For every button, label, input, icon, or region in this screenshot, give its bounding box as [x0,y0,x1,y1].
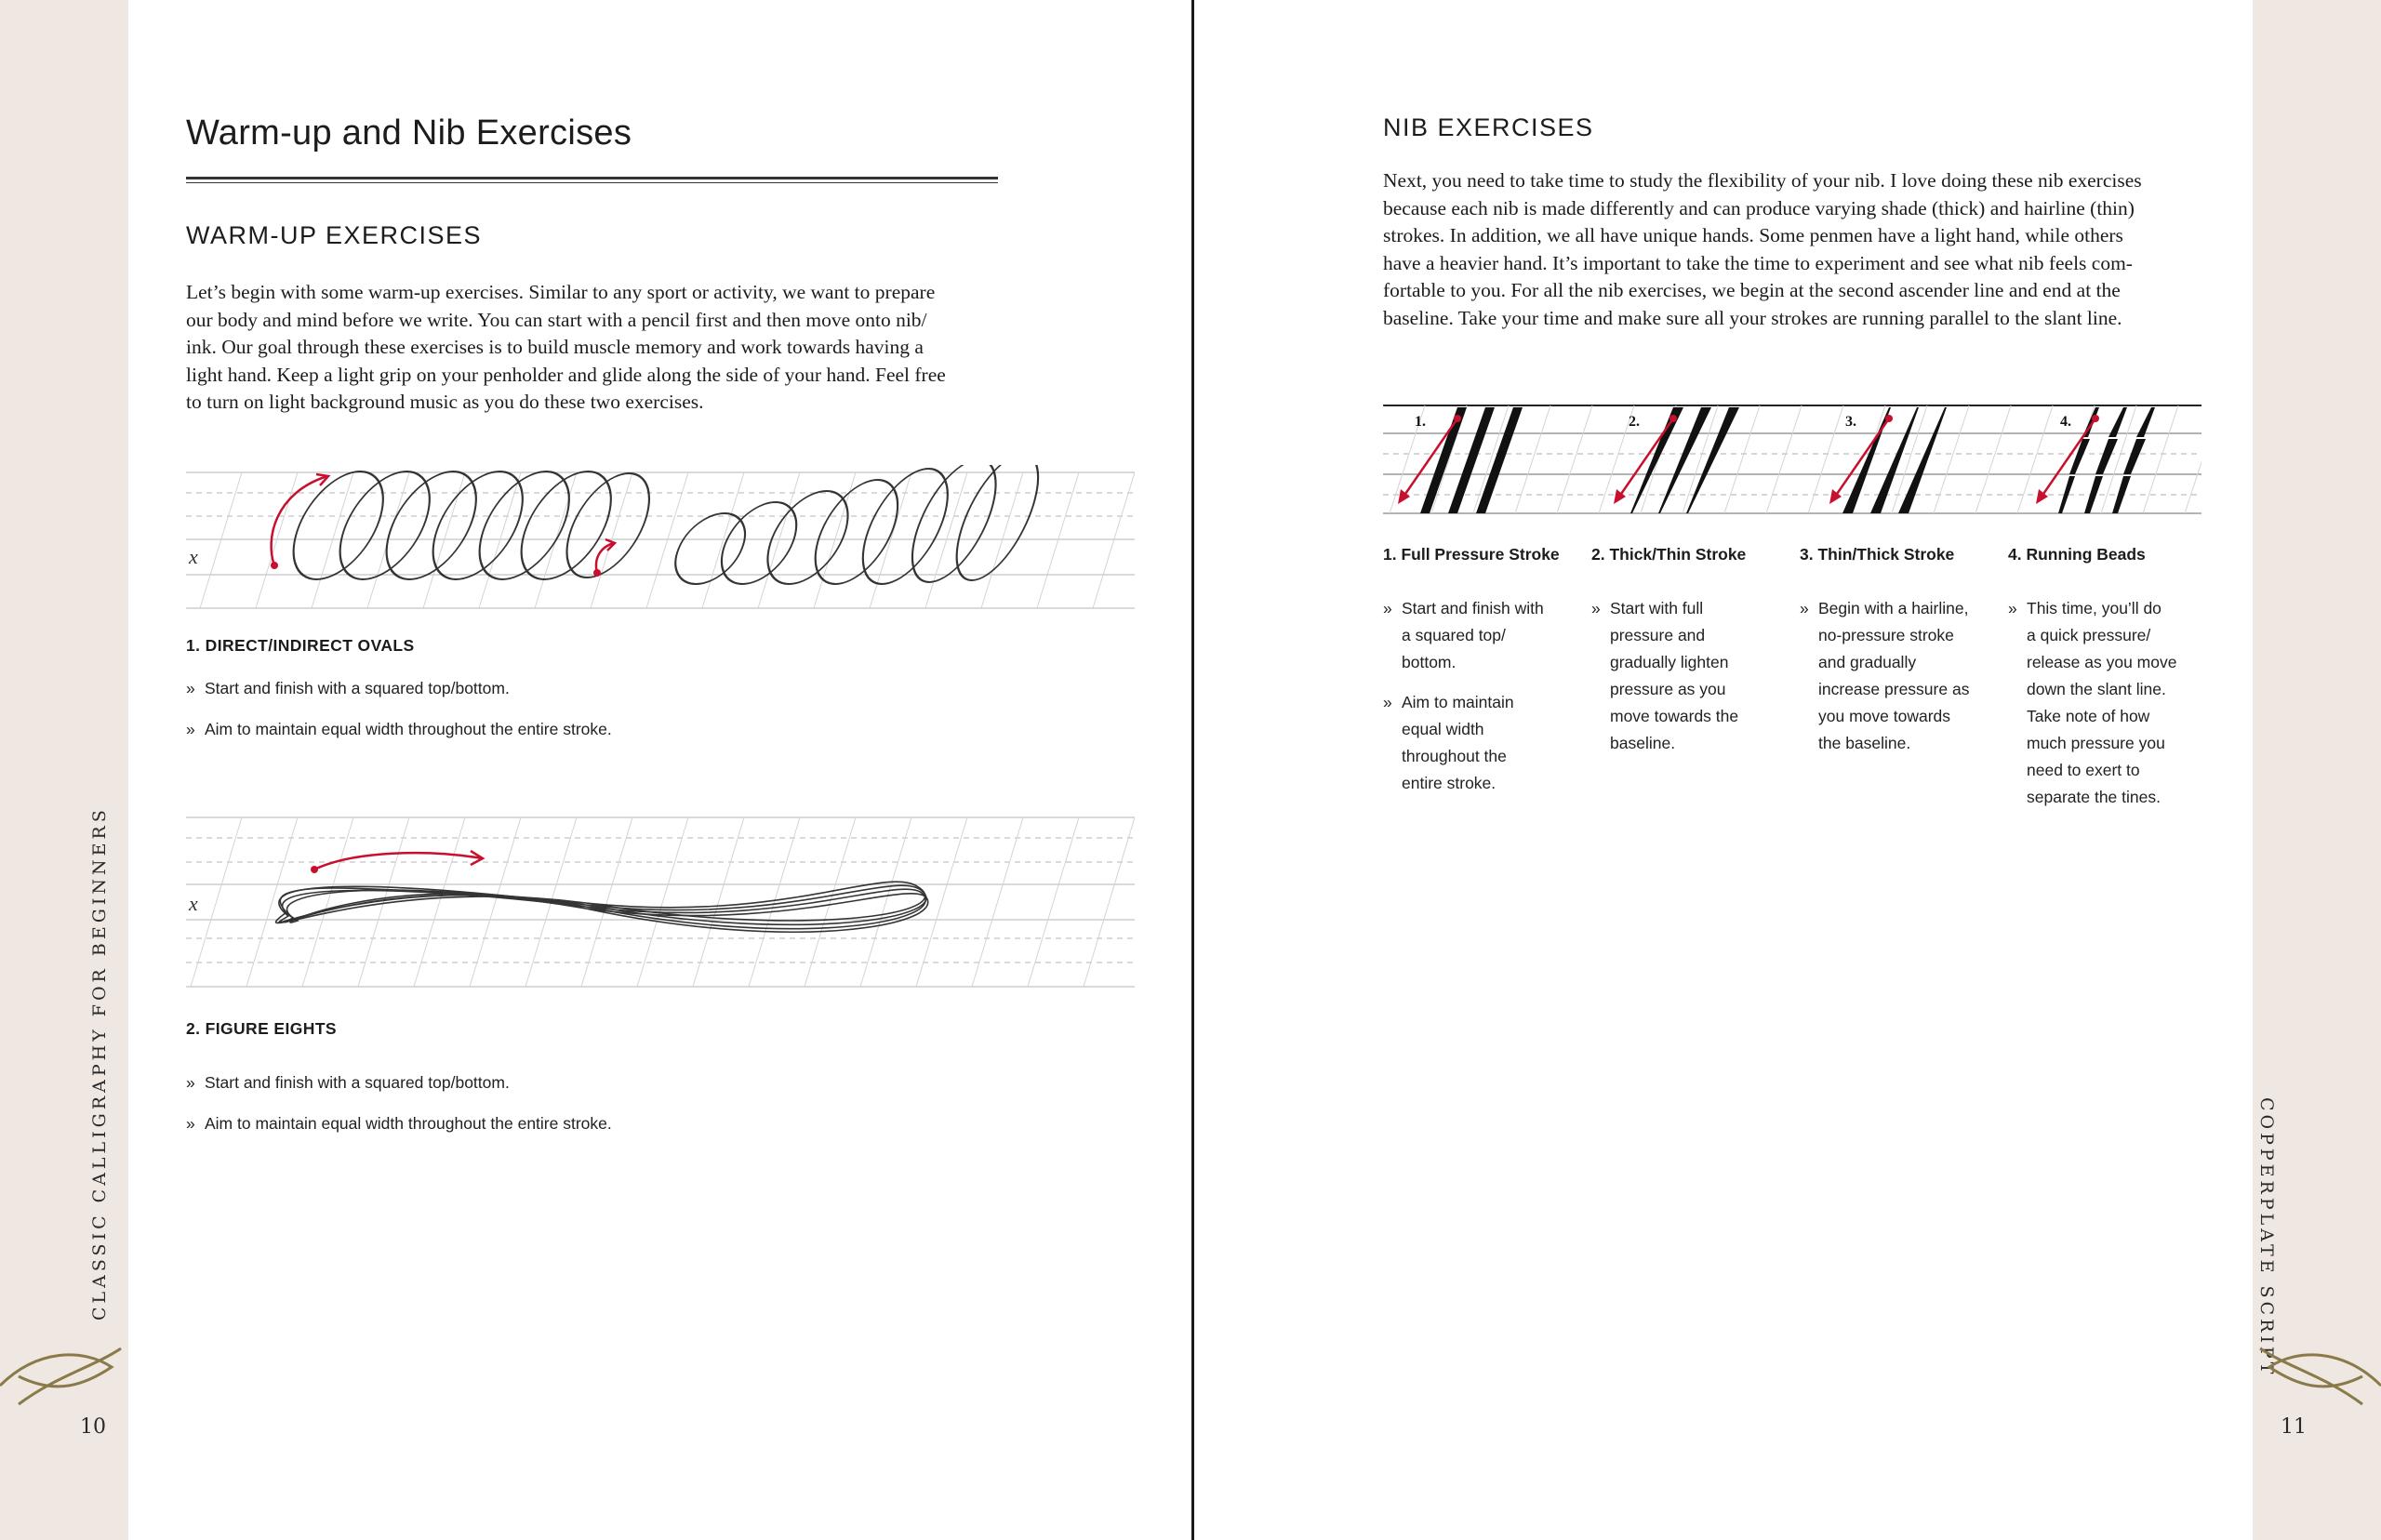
book-running-title: CLASSIC CALLIGRAPHY FOR BEGINNERS [89,806,110,1321]
warmup-intro [186,279,946,417]
bullet-text: Start and finish with a squared top/bottom. [205,1073,510,1092]
ovals-illustration [186,465,1135,614]
bullet-text: Aim to maintain equal width throughout the entire stroke. [205,720,612,738]
bullet-line: throughout the [1402,747,1507,765]
page-number-right: 11 [2281,1415,2307,1439]
intro-line: light hand. Keep a light grip on your penholder and glide along the side of your hand. Feel free [186,363,946,386]
bullet-line: Aim to maintain [1402,693,1514,711]
column-title: 1. Full Pressure Stroke [1383,545,1560,564]
nib-heading: NIB EXERCISES [1383,113,1594,141]
bullet-line: entire stroke. [1402,774,1496,792]
bullet-line: a quick pressure/ [2027,626,2151,644]
bullet-mark: » [186,1114,195,1133]
bullet-line: pressure and [1610,626,1706,644]
book-spine [1191,0,1194,1540]
exercise1-bullets [186,678,612,760]
bullet-mark: » [1383,693,1392,711]
intro-line: fortable to you. For all the nib exercises, we begin at the second ascender line and end at the [1383,279,2121,301]
bullet-mark: » [186,720,195,738]
column-title: 4. Running Beads [2008,545,2146,564]
bullet-item [2008,595,2199,811]
bullet-item [1591,595,1782,757]
bullet-line: increase pressure as [1818,680,1970,698]
bullet-line: release as you move [2027,653,2177,671]
bullet-line: Start with full [1610,599,1704,617]
intro-line: to turn on light background music as you do these two exercises. [186,391,704,413]
panel-number: 2. [1629,414,1640,430]
intro-line: our body and mind before we write. You can start with a pencil first and then move onto nib/ [186,308,927,331]
exercise2-bullets [186,1072,612,1154]
bullet-mark: » [1591,599,1601,617]
intro-line: because each nib is made differently and can produce varying shade (thick) and hairline (thin) [1383,196,2135,219]
bullet-line: baseline. [1610,734,1676,752]
exercise2-label: 2. FIGURE EIGHTS [186,1019,337,1038]
bullet-line: no-pressure stroke [1818,626,1954,644]
intro-line: Next, you need to take time to study the flexibility of your nib. I love doing these nib exercises [1383,169,2142,192]
bullet-line: down the slant line. [2027,680,2166,698]
bullet-line: equal width [1402,720,1484,738]
book-section-title: COPPERPLATE SCRIPT [2256,1097,2277,1378]
bullet-line: gradually lighten [1610,653,1729,671]
intro-line: Let’s begin with some warm-up exercises. Similar to any sport or activity, we want to prepare [186,281,936,303]
bullet-text: Start and finish with a squared top/bottom. [205,679,510,697]
bullet-item [186,1072,612,1093]
panel-number: 3. [1845,414,1856,430]
figure-eights-illustration [186,814,1135,990]
bullet-mark: » [186,1073,195,1092]
bullet-line: and gradually [1818,653,1917,671]
page-number-left: 10 [80,1415,106,1439]
bullet-line: separate the tines. [2027,788,2161,806]
nib-intro [1383,167,2142,332]
column-bullets [2008,595,2199,824]
bullet-mark: » [1800,599,1809,617]
panel-number: 1. [1415,414,1426,430]
column-title: 3. Thin/Thick Stroke [1800,545,1955,564]
bullet-item [1383,689,1574,797]
bullet-mark: » [2008,599,2017,617]
bullet-line: Start and finish with [1402,599,1544,617]
title-rule-bottom [186,182,998,183]
bullet-line: Begin with a hairline, [1818,599,1969,617]
bullet-line: pressure as you [1610,680,1726,698]
intro-line: have a heavier hand. It’s important to take the time to experiment and see what nib feels com- [1383,251,2133,274]
intro-line: strokes. In addition, we all have unique hands. Some penmen have a light hand, while others [1383,224,2123,246]
bullet-text: Aim to maintain equal width throughout the entire stroke. [205,1114,612,1133]
bullet-line: need to exert to [2027,761,2140,779]
column-bullets [1383,595,1574,810]
intro-line: ink. Our goal through these exercises is to build muscle memory and work towards having a [186,336,924,358]
x-height-marker: x [189,892,198,915]
bullet-line: much pressure you [2027,734,2165,752]
bullet-line: Take note of how [2027,707,2150,725]
bullet-line: This time, you’ll do [2027,599,2162,617]
bullet-line: move towards the [1610,707,1739,725]
panel-number: 4. [2060,414,2071,430]
column-title: 2. Thick/Thin Stroke [1591,545,1747,564]
nib-strokes-illustration [1383,400,2201,521]
x-height-marker: x [189,545,198,568]
column-bullets [1591,595,1782,770]
bullet-mark: » [1383,599,1392,617]
bullet-item [186,678,612,698]
bullet-item [1800,595,1990,757]
page-title: Warm-up and Nib Exercises [186,113,632,153]
bullet-mark: » [186,679,195,697]
bullet-item [1383,595,1574,676]
exercise1-label: 1. DIRECT/INDIRECT OVALS [186,636,415,655]
bullet-line: you move towards [1818,707,1951,725]
warmup-heading: WARM-UP EXERCISES [186,221,483,249]
bullet-item [186,719,612,739]
flourish-ornament [0,1330,130,1414]
bullet-item [186,1113,612,1134]
bullet-line: the baseline. [1818,734,1911,752]
column-bullets [1800,595,1990,770]
intro-line: baseline. Take your time and make sure all your strokes are running parallel to the slant line. [1383,306,2122,329]
flourish-ornament [2251,1330,2381,1414]
bullet-line: a squared top/ [1402,626,1506,644]
title-rule-top [186,177,998,179]
bullet-line: bottom. [1402,653,1457,671]
